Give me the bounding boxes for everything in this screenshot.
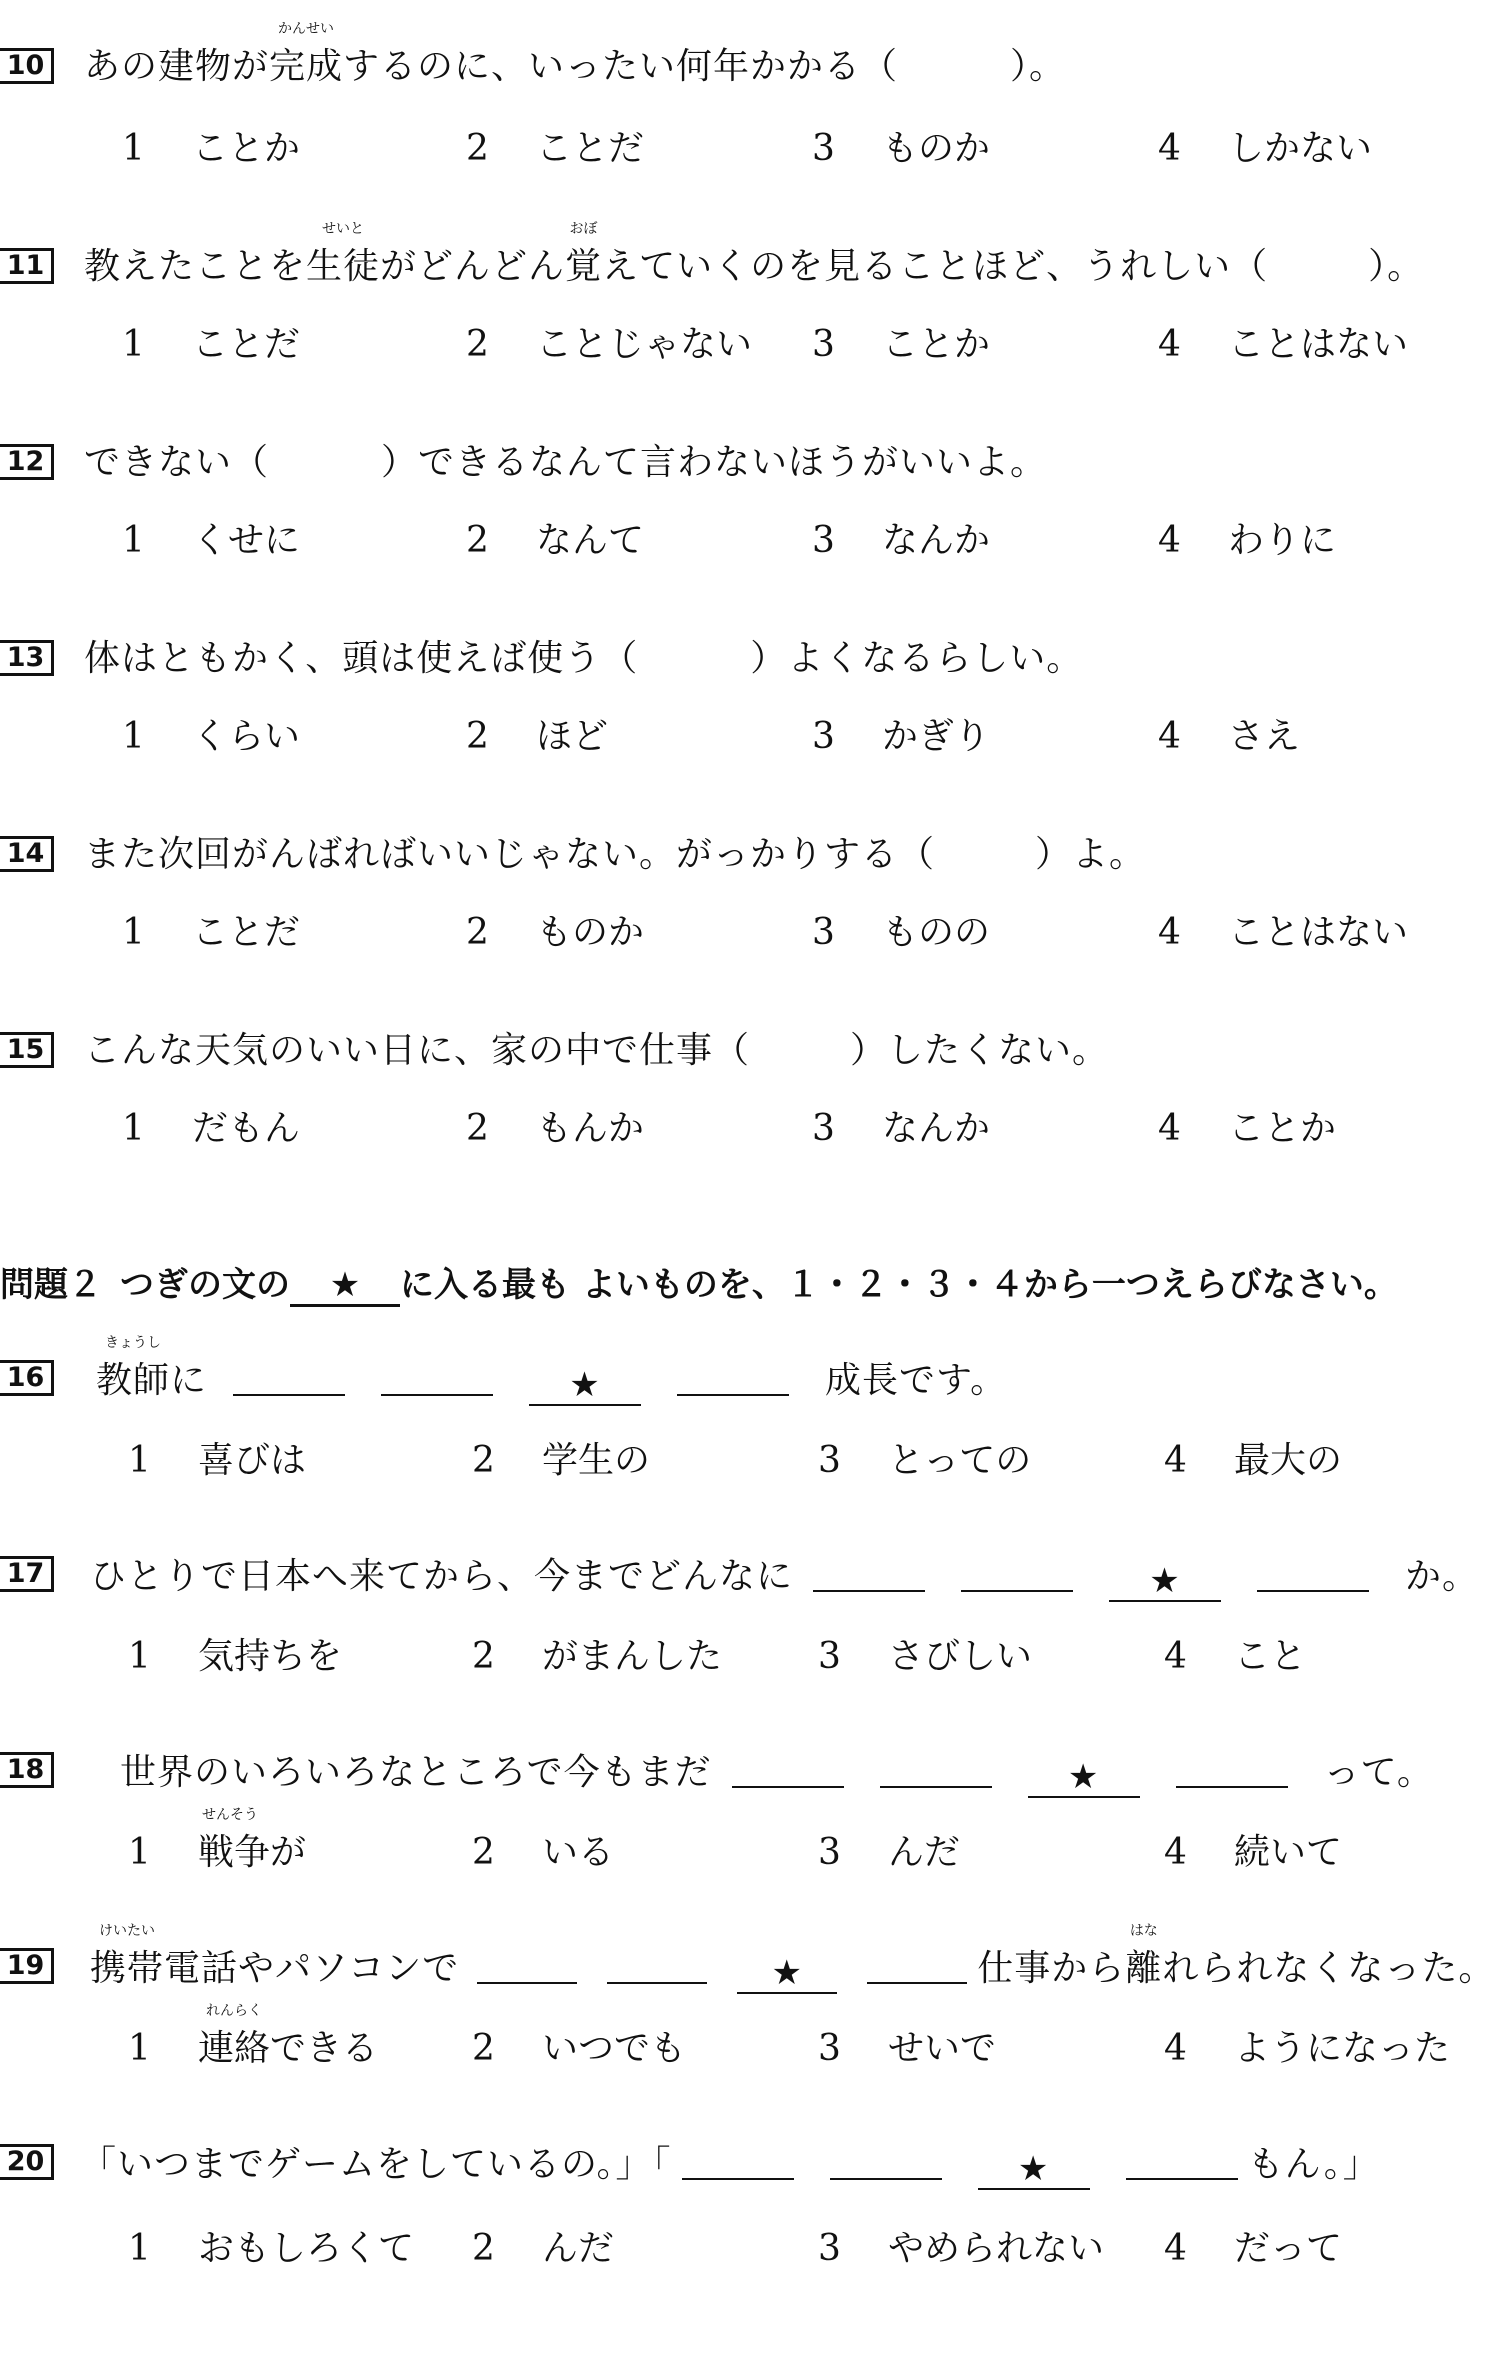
option[interactable]: 2 なんて [466, 520, 645, 561]
furigana: けいたい [99, 1923, 155, 1939]
option[interactable]: 2 がまんした [472, 1636, 723, 1677]
blank-1[interactable] [813, 1552, 925, 1592]
question-stem: けいたい 携帯電話やパソコンで ★ 仕事から はな 離れられなくなった。 [90, 1923, 1496, 1993]
question-20 [0, 2134, 1500, 2200]
option[interactable]: 3 ことか [812, 324, 991, 365]
option[interactable]: 1 おもしろくて [128, 2228, 415, 2269]
options-11 [0, 322, 1500, 378]
option[interactable]: 3 せいで [818, 2028, 997, 2069]
option[interactable]: 4 だって [1164, 2228, 1343, 2269]
question-number: 14 [0, 836, 54, 872]
question-19 [0, 1923, 1500, 2004]
question-stem: できない（ ）できるなんて言わないほうがいいよ。 [84, 442, 1048, 483]
option[interactable]: 4 わりに [1158, 520, 1337, 561]
option[interactable]: 4 さえ [1158, 716, 1301, 757]
option[interactable]: 2 学生の [472, 1440, 651, 1481]
option[interactable]: 2 ほど [466, 716, 609, 757]
option[interactable]: 2 んだ [472, 2228, 615, 2269]
blank-4[interactable] [1126, 2140, 1238, 2180]
option[interactable]: 4 ことはない [1158, 912, 1409, 953]
option[interactable]: 3 やめられない [818, 2228, 1105, 2269]
blank-4[interactable] [867, 1944, 967, 1984]
option[interactable]: 4 ことはない [1158, 324, 1409, 365]
options-14 [0, 910, 1500, 966]
question-stem: 世界のいろいろなところで今もまだ ★ って。 [120, 1748, 1434, 1798]
option[interactable]: 4 こと [1164, 1636, 1307, 1677]
question-number: 11 [0, 248, 54, 284]
options-13 [0, 714, 1500, 770]
question-17 [0, 1546, 1500, 1612]
question-number: 10 [0, 48, 54, 84]
blank-star[interactable]: ★ [1028, 1758, 1140, 1798]
option[interactable]: 3 ものか [812, 128, 991, 169]
question-stem: きょうし 教師に ★ 成長です。 [96, 1335, 1008, 1405]
option[interactable]: 2 いる [472, 1832, 615, 1873]
option[interactable]: 1 せんそう 戦争が [128, 1807, 307, 1873]
option[interactable]: 1 れんらく 連絡できる [128, 2003, 379, 2069]
option[interactable]: 1 ことだ [122, 912, 301, 953]
option[interactable]: 1 ことだ [122, 324, 301, 365]
question-18 [0, 1742, 1500, 1808]
blank-star[interactable]: ★ [978, 2150, 1090, 2190]
question-10 [0, 21, 1500, 104]
options-12 [0, 518, 1500, 574]
question-stem: あの建物が かんせい 完成するのに、いったい何年かかる（ ）。 [84, 21, 1067, 87]
option[interactable]: 2 ことだ [466, 128, 645, 169]
question-number: 20 [0, 2144, 54, 2180]
options-17 [0, 1634, 1500, 1690]
blank-star[interactable]: ★ [737, 1954, 837, 1994]
question-stem: 「いつまでゲームをしているの。」「 ★ もん。」 [80, 2140, 1380, 2190]
blank-1[interactable] [477, 1944, 577, 1984]
option[interactable]: 1 気持ちを [128, 1636, 343, 1677]
question-stem: 体はともかく、頭は使えば使う（ ）よくなるらしい。 [84, 638, 1084, 679]
section-label: 問題２ [0, 1265, 102, 1305]
furigana: きょうし [105, 1335, 161, 1351]
question-number: 12 [0, 444, 54, 480]
option[interactable]: 2 もんか [466, 1108, 645, 1149]
blank-2[interactable] [880, 1748, 992, 1788]
option[interactable]: 4 最大の [1164, 1440, 1343, 1481]
blank-2[interactable] [830, 2140, 942, 2180]
option[interactable]: 1 ことか [122, 128, 301, 169]
furigana: はな [1129, 1923, 1158, 1939]
options-18 [0, 1807, 1500, 1886]
option[interactable]: 1 だもん [122, 1108, 301, 1149]
option[interactable]: 3 さびしい [818, 1636, 1033, 1677]
blank-2[interactable] [607, 1944, 707, 1984]
question-11 [0, 221, 1500, 304]
blank-star[interactable]: ★ [529, 1366, 641, 1406]
question-number: 15 [0, 1032, 54, 1068]
option[interactable]: 4 しかない [1158, 128, 1373, 169]
blank-4[interactable] [1257, 1552, 1369, 1592]
options-10 [0, 126, 1500, 182]
option[interactable]: 3 なんか [812, 520, 991, 561]
question-13 [0, 630, 1500, 696]
question-stem: ひとりで日本へ来てから、今までどんなに ★ か。 [90, 1552, 1479, 1602]
blank-1[interactable] [732, 1748, 844, 1788]
question-number: 19 [0, 1948, 54, 1984]
furigana: せいと [322, 221, 365, 237]
furigana: せんそう [202, 1807, 258, 1823]
option[interactable]: 3 なんか [812, 1108, 991, 1149]
question-12 [0, 434, 1500, 500]
option[interactable]: 1 くらい [122, 716, 301, 757]
options-15 [0, 1106, 1500, 1162]
blank-1[interactable] [682, 2140, 794, 2180]
section-2-header: 問題２ つぎの文の ★ に入る最も よいものを、１・２・３・４から一つえらびなさい。 [0, 1265, 1398, 1305]
option[interactable]: 4 ようになった [1164, 2028, 1451, 2069]
question-number: 18 [0, 1752, 54, 1788]
question-stem: 教えたことを せいと 生徒がどんどん おぼ 覚えていくのを見ることほど、うれしい（ ）。 [84, 221, 1425, 287]
star-icon: ★ [290, 1266, 400, 1307]
options-19 [0, 2003, 1500, 2082]
option[interactable]: 3 んだ [818, 1832, 961, 1873]
option[interactable]: 2 いつでも [472, 2028, 687, 2069]
option[interactable]: 4 続いて [1164, 1832, 1343, 1873]
option[interactable]: 2 ことじゃない [466, 324, 753, 365]
furigana: かんせい [278, 21, 335, 37]
question-number: 13 [0, 640, 54, 676]
question-15 [0, 1022, 1500, 1088]
option[interactable]: 3 ものの [812, 912, 991, 953]
blank-2[interactable] [381, 1356, 493, 1396]
option[interactable]: 3 かぎり [812, 716, 991, 757]
blank-4[interactable] [677, 1356, 789, 1396]
question-16 [0, 1335, 1500, 1416]
question-stem: また次回がんばればいいじゃない。がっかりする（ ）よ。 [84, 834, 1147, 875]
options-20 [0, 2226, 1500, 2282]
options-16 [0, 1438, 1500, 1494]
option[interactable]: 1 喜びは [128, 1440, 307, 1481]
blank-star[interactable]: ★ [1109, 1562, 1221, 1602]
blank-2[interactable] [961, 1552, 1073, 1592]
question-number: 17 [0, 1556, 54, 1592]
furigana: れんらく [206, 2003, 262, 2019]
option[interactable]: 2 ものか [466, 912, 645, 953]
option[interactable]: 3 とっての [818, 1440, 1032, 1481]
question-number: 16 [0, 1360, 54, 1396]
option[interactable]: 4 ことか [1158, 1108, 1337, 1149]
blank-4[interactable] [1176, 1748, 1288, 1788]
furigana: おぼ [569, 221, 598, 237]
question-14 [0, 826, 1500, 892]
option[interactable]: 1 くせに [122, 520, 301, 561]
blank-1[interactable] [233, 1356, 345, 1396]
question-stem: こんな天気のいい日に、家の中で仕事（ ）したくない。 [84, 1030, 1110, 1071]
